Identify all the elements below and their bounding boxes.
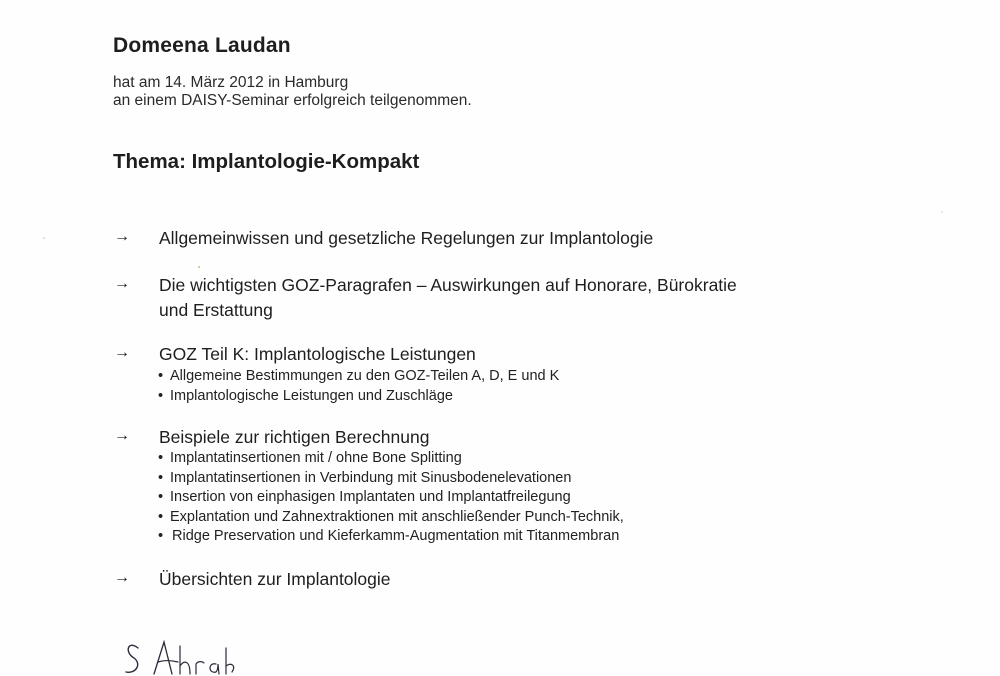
topic-item-text — [159, 226, 653, 251]
sub-topic-list — [158, 449, 624, 547]
scan-speck — [198, 266, 200, 268]
sub-topic-item: • Explantation und Zahnextraktionen mit anschließender Punch-Technik, — [158, 508, 624, 528]
seminar-topic: Thema: Implantologie-Kompakt — [113, 150, 420, 173]
participant-name: Domeena Laudan — [113, 34, 291, 57]
topic-item-line: Beispiele zur richtigen Berechnung — [159, 427, 430, 447]
topic-item-text — [159, 425, 429, 450]
arrow-icon: → — [114, 427, 130, 444]
intro-text — [113, 74, 472, 110]
topic-item-line: GOZ Teil K: Implantologische Leistungen — [159, 344, 476, 364]
topic-item-text — [159, 342, 476, 367]
topic-item-line: und Erstattung — [159, 300, 273, 320]
signature-icon — [120, 636, 250, 676]
sub-topic-item: • Implantologische Leistungen und Zuschläge — [158, 387, 559, 407]
topic-item-text — [159, 567, 391, 592]
sub-topic-item: • Insertion von einphasigen Implantaten und Implantatfreilegung — [158, 488, 624, 508]
sub-topic-item: • Allgemeine Bestimmungen zu den GOZ-Teilen A, D, E und K — [158, 367, 559, 387]
topic-item-line: Übersichten zur Implantologie — [159, 569, 391, 589]
sub-topic-list — [158, 367, 559, 406]
topic-item-text — [159, 273, 737, 323]
arrow-icon: → — [114, 228, 130, 245]
sub-topic-item: • Implantatinsertionen mit / ohne Bone Splitting — [158, 449, 624, 469]
arrow-icon: → — [114, 569, 130, 586]
sub-topic-item-continuation: • Ridge Preservation und Kieferkamm-Augmentation mit Titanmembran — [158, 527, 624, 547]
arrow-icon: → — [114, 275, 130, 292]
arrow-icon: → — [114, 344, 130, 361]
intro-line-1: hat am 14. März 2012 in Hamburg — [113, 74, 349, 91]
scan-speck — [43, 237, 45, 239]
sub-topic-item: • Implantatinsertionen in Verbindung mit Sinusbodenelevationen — [158, 469, 624, 489]
topic-item-line: Allgemeinwissen und gesetzliche Regelungen zur Implantologie — [159, 228, 654, 248]
intro-line-2: an einem DAISY-Seminar erfolgreich teilgenommen. — [113, 92, 472, 109]
scan-speck — [941, 211, 943, 213]
topic-item-line: Die wichtigsten GOZ-Paragrafen – Auswirkungen auf Honorare, Bürokratie — [159, 275, 737, 295]
